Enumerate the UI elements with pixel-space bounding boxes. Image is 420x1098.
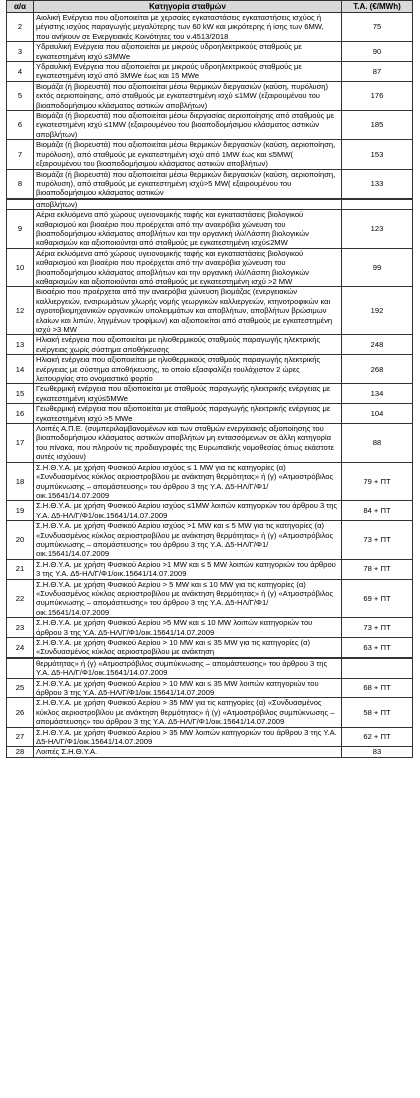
table-row	[7, 210, 413, 249]
table-row	[7, 248, 413, 287]
table-row	[7, 579, 413, 618]
row-tariff: 99	[342, 248, 413, 287]
row-category: Σ.Η.Θ.Υ.Α. με χρήση Φυσικού Αερίου > 10 MW και ≤ 35 MW λοιπών κατηγοριών του άρθρου 3 της Υ.Α. Δ5-ΗΛ/Γ/Φ1/οικ.15641/14.07.2009	[34, 678, 342, 698]
row-number: 5	[7, 81, 34, 110]
header-category: Κατηγορία σταθμών	[34, 1, 342, 13]
row-number	[7, 658, 34, 678]
table-row	[7, 618, 413, 638]
row-number: 4	[7, 62, 34, 82]
row-tariff	[342, 199, 413, 210]
row-number: 3	[7, 42, 34, 62]
table-row	[7, 658, 413, 678]
table-row	[7, 42, 413, 62]
row-tariff: 73 + ΠΤ	[342, 618, 413, 638]
table-row	[7, 559, 413, 579]
row-tariff: 185	[342, 111, 413, 140]
row-tariff: 83	[342, 747, 413, 757]
table-body	[7, 13, 413, 758]
row-tariff: 79 + ΠΤ	[342, 462, 413, 501]
row-category: Σ.Η.Θ.Υ.Α. με χρήση Φυσικού Αερίου ισχύος ≤ 1 MW για τις κατηγορίες (α) «Συνδυασμένος κύκλος αεριοστροβίλου με ανάκτηση θερμότητας» ή (γ) «Ατμοστρόβιλος συμπύκνωσης – απομάστευσης» του άρθρου 3 της Υ.Α. Δ5-ΗΛ/Γ/Φ1/οικ.15641/14.07.2009	[34, 462, 342, 501]
row-category: Λοιπές Α.Π.Ε. (συμπεριλαμβανομένων και των σταθμών ενεργειακής αξιοποίησης του βιοαποδομήσιμου κλάσματος αστικών αποβλήτων μη εντασσόμενων σε άλλη κατηγορία του πίνακα, που πληρούν τις προδιαγραφές της Ευρωπαϊκής νομοθεσίας όπως εκάστοτε αυτές ισχύουν)	[34, 424, 342, 463]
row-tariff	[342, 658, 413, 678]
table-row	[7, 501, 413, 521]
row-number: 26	[7, 698, 34, 727]
row-number: 20	[7, 521, 34, 560]
row-number: 12	[7, 287, 34, 335]
row-category: Βιοαέριο που προέρχεται από την αναερόβια χώνευση βιομάζας (ενεργειακών καλλιεργειών, ενσιρωμάτων χλωρής νομής γεωργικών καλλιεργειών, κτηνοτροφικών και αγροτοβιομηχανικών οργανικών υπολειμμάτων και αποβλήτων, αποβλήτων βρώσιμων ελαίων και λιπών, ληγμένων τροφίμων) και αξιοποιείται από σταθμούς με εγκατεστημένη ισχύ >3 MW	[34, 287, 342, 335]
row-tariff: 134	[342, 384, 413, 404]
row-category: Αέρια εκλυόμενα από χώρους υγειονομικής ταφής και εγκαταστάσεις βιολογικού καθαρισμού και βιοαέριο που προέρχεται από την αναερόβια χώνευση του βιοαποδομήσιμου κλάσματος αποβλήτων και την οργανική ιλύ/Λάσπη βιολογικών καθαρισμών και αξιοποιούνται από σταθμούς με εγκατεστημένη ισχύ >2 MW	[34, 248, 342, 287]
row-number: 13	[7, 335, 34, 355]
row-category: Βιομάζα (ή βιορευστά) που αξιοποιείται μέσω θερμικών διεργασιών (καύση, αεριοποίηση, πυρόλυση), από σταθμούς με εγκατεστημένη ισχύ>5 MW( εξαιρουμένου του βιοαποδομήσιμου κλάσματος αστικών	[34, 169, 342, 199]
row-number: 27	[7, 727, 34, 747]
row-tariff: 176	[342, 81, 413, 110]
row-tariff: 68 + ΠΤ	[342, 678, 413, 698]
row-number: 8	[7, 169, 34, 199]
row-category: Γεωθερμική ενέργεια που αξιοποιείται με σταθμούς παραγωγής ηλεκτρικής ενέργειας με εγκατεστημένη ισχύ≤5MWe	[34, 384, 342, 404]
row-number: 14	[7, 355, 34, 384]
row-tariff: 62 + ΠΤ	[342, 727, 413, 747]
row-number: 25	[7, 678, 34, 698]
row-number: 24	[7, 638, 34, 658]
table-row	[7, 747, 413, 757]
row-number: 9	[7, 210, 34, 249]
row-tariff: 75	[342, 13, 413, 42]
row-number: 19	[7, 501, 34, 521]
row-category: Σ.Η.Θ.Υ.Α. με χρήση Φυσικού Αερίου >1 MW και ≤ 5 MW λοιπών κατηγοριών του άρθρου 3 της Υ.Α. Δ5-ΗΛ/Γ/Φ1/οικ.15641/14.07.2009	[34, 559, 342, 579]
row-category: Σ.Η.Θ.Υ.Α. με χρήση Φυσικού Αερίου > 5 MW και ≤ 10 MW για τις κατηγορίες (α) «Συνδυασμένος κύκλος αεριοστροβίλου με ανάκτηση θερμότητας» ή (γ) «Ατμοστρόβιλος συμπύκνωσης – απομάστευσης» του άρθρου 3 της Υ.Α. Δ5-ΗΛ/Γ/Φ1/οικ.15641/14.07.2009	[34, 579, 342, 618]
row-tariff: 87	[342, 62, 413, 82]
row-tariff: 133	[342, 169, 413, 199]
row-category: Σ.Η.Θ.Υ.Α. με χρήση Φυσικού Αερίου ισχύος >1 MW και ≤ 5 MW για τις κατηγορίες (α) «Συνδυασμένος κύκλος αεριοστροβίλου με ανάκτηση θερμότητας» ή (γ) «Ατμοστρόβιλος συμπύκνωσης – απομάστευσης» του άρθρου 3 της Υ.Α. Δ5-ΗΛ/Γ/Φ1/οικ.15641/14.07.2009	[34, 521, 342, 560]
row-category: αποβλήτων)	[34, 199, 342, 210]
row-number: 15	[7, 384, 34, 404]
row-category: Αιολική Ενέργεια που αξιοποιείται με χερσαίες εγκαταστάσεις εγκαταστήσεις ισχύος ή μέγιστης ισχύος παραγωγής μεγαλύτερης των 60 kW και μικρότερης ή ίσης των 6MW, που ανήκουν σε Ενεργειακές Κοινότητες του ν.4513/2018	[34, 13, 342, 42]
row-tariff: 63 + ΠΤ	[342, 638, 413, 658]
row-tariff: 192	[342, 287, 413, 335]
row-category: Αέρια εκλυόμενα από χώρους υγειονομικής ταφής και εγκαταστάσεις βιολογικού καθαρισμού και βιοαέριο που προέρχεται από την αναερόβια χώνευση του βιοαποδομήσιμου κλάσματος αποβλήτων και την οργανική ιλύ/Λάσπη βιολογικών καθαρισμών και αξιοποιούνται από σταθμούς με εγκατεστημένη ισχύ≤2MW	[34, 210, 342, 249]
row-number: 18	[7, 462, 34, 501]
row-category: Γεωθερμική ενέργεια που αξιοποιείται με σταθμούς παραγωγής ηλεκτρικής ενέργειας με εγκατεστημένη ισχύ >5 MWe	[34, 404, 342, 424]
table-row	[7, 727, 413, 747]
row-tariff: 58 + ΠΤ	[342, 698, 413, 727]
table-row	[7, 521, 413, 560]
row-number: 28	[7, 747, 34, 757]
row-number: 21	[7, 559, 34, 579]
row-tariff: 84 + ΠΤ	[342, 501, 413, 521]
row-category: Ηλιακή ενέργεια που αξιοποιείται με ηλιοθερμικούς σταθμούς παραγωγής ηλεκτρικής ενέργειας χωρίς σύστημα αποθήκευσης	[34, 335, 342, 355]
row-tariff: 69 + ΠΤ	[342, 579, 413, 618]
row-category: Υδραυλική Ενέργεια που αξιοποιείται με μικρούς υδροηλεκτρικούς σταθμούς με εγκατεστημένη ισχύ ≤3MWe	[34, 42, 342, 62]
row-category: Βιομάζα (ή βιορευστά) που αξιοποιείται μέσω θερμικών διεργασιών (καύση, πυρόλυση) εκτός αεριοποίησης, από σταθμούς με εγκατεστημένη ισχύ ≤1MW (εξαιρουμένου του βιοαποδομήσιμου κλάσματος αστικών αποβλήτων)	[34, 81, 342, 110]
table-row	[7, 384, 413, 404]
table-row	[7, 355, 413, 384]
table-row	[7, 111, 413, 140]
row-tariff: 73 + ΠΤ	[342, 521, 413, 560]
row-category: Ηλιακή ενέργεια που αξιοποιείται με ηλιοθερμικούς σταθμούς παραγωγής ηλεκτρικής ενέργειας με σύστημα αποθήκευσης, το οποίο εξασφαλίζει τουλάχιστον 2 ώρες λειτουργίας στο ονομαστικό φορτίο	[34, 355, 342, 384]
row-category: Βιομάζα (ή βιορευστά) που αξιοποιείται μέσω θερμικών διεργασιών (καύση, αεριοποίηση, πυρόλυση), από σταθμούς με εγκατεστημένη ισχύ από 1MW έως και ≤5MW( εξαιρουμένου του βιοαποδομήσιμου κλάσματος αστικών αποβλήτων)	[34, 140, 342, 169]
header-aa: α/α	[7, 1, 34, 13]
tariff-table	[6, 0, 413, 758]
row-tariff: 123	[342, 210, 413, 249]
table-row	[7, 638, 413, 658]
row-category: Λοιπές Σ.Η.Θ.Υ.Α.	[34, 747, 342, 757]
row-tariff: 268	[342, 355, 413, 384]
table-header-row	[7, 1, 413, 13]
row-tariff: 248	[342, 335, 413, 355]
row-category: θερμότητας» ή (γ) «Ατμοστρόβιλος συμπύκνωσης – απομάστευσης» του άρθρου 3 της Υ.Α. Δ5-ΗΛ/Γ/Φ1/οικ.15641/14.07.2009	[34, 658, 342, 678]
table-row	[7, 199, 413, 210]
table-row	[7, 140, 413, 169]
row-category: Σ.Η.Θ.Υ.Α. με χρήση Φυσικού Αερίου ισχύος ≤1MW λοιπών κατηγοριών του άρθρου 3 της Υ.Α. Δ5-ΗΛ/Γ/Φ1/οικ.15641/14.07.2009	[34, 501, 342, 521]
row-category: Σ.Η.Θ.Υ.Α. με χρήση Φυσικού Αερίου >5 MW και ≤ 10 MW λοιπών κατηγοριών του άρθρου 3 της Υ.Α. Δ5-ΗΛ/Γ/Φ1/οικ.15641/14.07.2009	[34, 618, 342, 638]
row-number: 17	[7, 424, 34, 463]
row-tariff: 88	[342, 424, 413, 463]
table-row	[7, 698, 413, 727]
table-row	[7, 13, 413, 42]
row-category: Σ.Η.Θ.Υ.Α. με χρήση Φυσικού Αερίου > 35 MW λοιπών κατηγοριών του άρθρου 3 της Υ.Α. Δ5-ΗΛ/Γ/Φ1/οικ.15641/14.07.2009	[34, 727, 342, 747]
table-row	[7, 62, 413, 82]
table-row	[7, 678, 413, 698]
row-number: 10	[7, 248, 34, 287]
row-number	[7, 199, 34, 210]
table-row	[7, 462, 413, 501]
table-row	[7, 424, 413, 463]
row-category: Σ.Η.Θ.Υ.Α. με χρήση Φυσικού Αερίου > 10 MW και ≤ 35 MW για τις κατηγορίες (α) «Συνδυασμένος κύκλος αεριοστροβίλου με ανάκτηση	[34, 638, 342, 658]
row-category: Σ.Η.Θ.Υ.Α. με χρήση Φυσικού Αερίου > 35 MW για τις κατηγορίες (α) «Συνδυασμένος κύκλος αεριοστροβίλου με ανάκτηση θερμότητας» ή (γ) «Ατμοστρόβιλος συμπύκνωσης – απομάστευσης» του άρθρου 3 της Υ.Α. Δ5-ΗΛ/Γ/Φ1/οικ.15641/14.07.2009	[34, 698, 342, 727]
row-tariff: 90	[342, 42, 413, 62]
row-number: 2	[7, 13, 34, 42]
row-number: 22	[7, 579, 34, 618]
row-tariff: 153	[342, 140, 413, 169]
row-category: Υδραυλική Ενέργεια που αξιοποιείται με μικρούς υδροηλεκτρικούς σταθμούς με εγκατεστημένη ισχύ από 3MWe έως και 15 MWe	[34, 62, 342, 82]
table-row	[7, 81, 413, 110]
row-category: Βιομάζα (ή βιορευστά) που αξιοποιείται μέσω διεργασίας αεριοποίησης από σταθμούς με εγκατεστημένη ισχύ ≤1MW (εξαιρουμένου του βιοαποδομήσιμου κλάσματος αστικών αποβλήτων)	[34, 111, 342, 140]
row-number: 7	[7, 140, 34, 169]
row-tariff: 104	[342, 404, 413, 424]
table-row	[7, 335, 413, 355]
table-row	[7, 287, 413, 335]
row-number: 6	[7, 111, 34, 140]
row-tariff: 78 + ΠΤ	[342, 559, 413, 579]
table-row	[7, 404, 413, 424]
table-row	[7, 169, 413, 199]
header-tariff: Τ.Α. (€/MWh)	[342, 1, 413, 13]
row-number: 16	[7, 404, 34, 424]
row-number: 23	[7, 618, 34, 638]
